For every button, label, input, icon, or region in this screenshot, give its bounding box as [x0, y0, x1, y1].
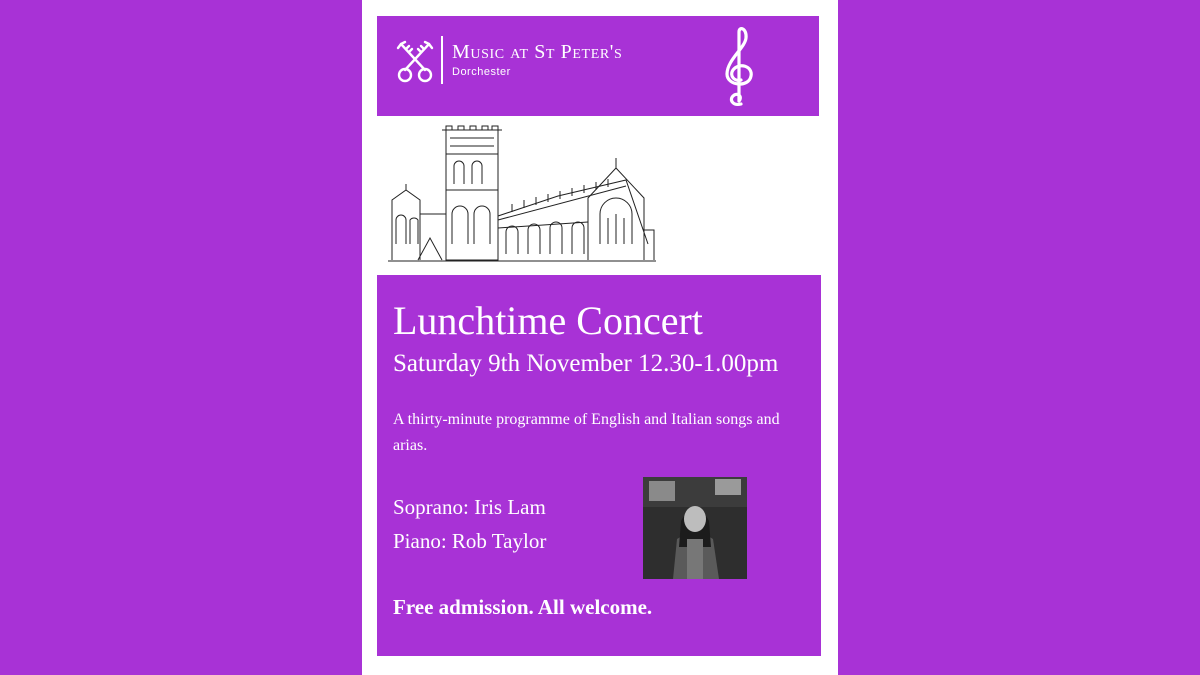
header-divider	[441, 36, 443, 84]
event-title: Lunchtime Concert	[393, 298, 703, 343]
event-date: Saturday 9th November 12.30-1.00pm	[393, 350, 779, 377]
performer-photo	[643, 477, 747, 579]
event-details-panel	[377, 275, 821, 656]
event-description: A thirty-minute programme of English and Italian songs and arias.	[393, 411, 780, 454]
poster-header	[377, 16, 819, 116]
org-name: Music at St Peter's	[452, 41, 623, 63]
treble-clef-icon	[719, 26, 759, 108]
performer-soprano: Soprano: Iris Lam	[393, 495, 546, 519]
performer-piano: Piano: Rob Taylor	[393, 529, 547, 553]
church-sketch-image	[388, 124, 658, 264]
org-location: Dorchester	[452, 66, 511, 78]
event-poster	[362, 0, 838, 675]
crossed-keys-icon	[395, 40, 435, 84]
admission-note: Free admission. All welcome.	[393, 595, 653, 619]
